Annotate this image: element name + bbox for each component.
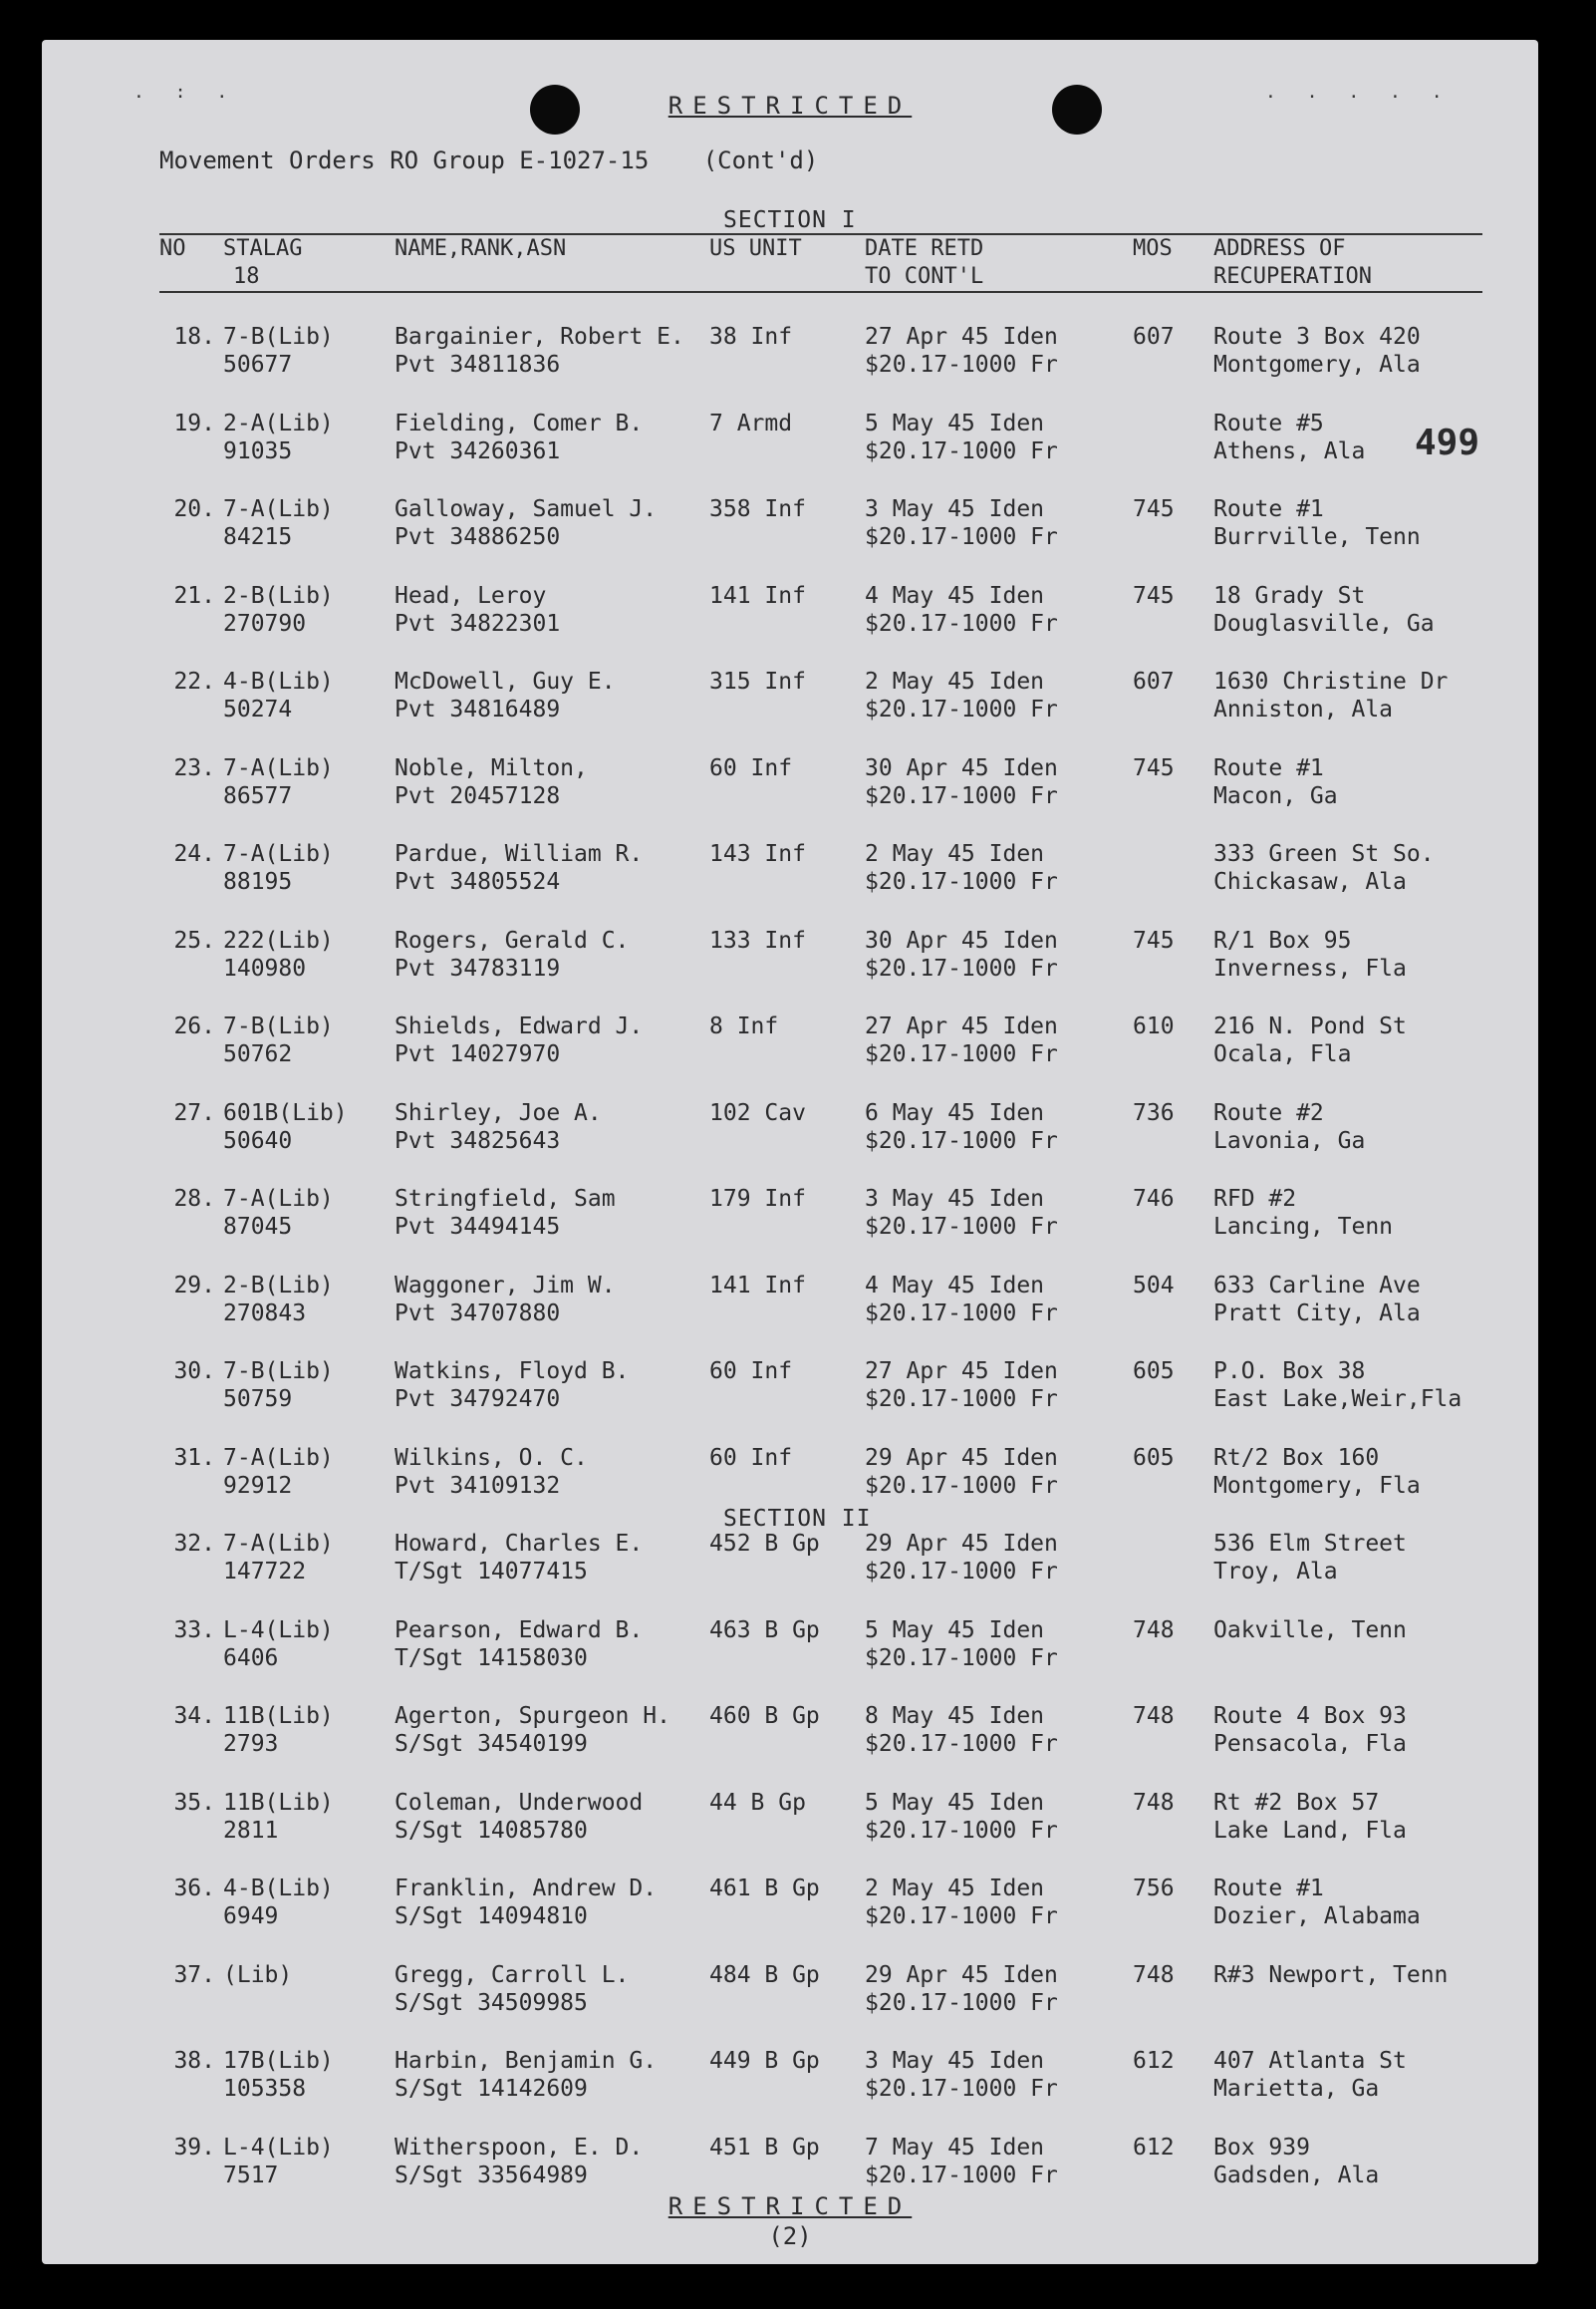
entry-address-line2: Montgomery, Fla (1213, 1472, 1421, 1499)
entry-address-line1: Route #1 (1213, 754, 1324, 781)
margin-marks-left: . : . (133, 82, 238, 103)
entry-date: 2 May 45 Iden (865, 669, 1045, 695)
entry-stalag: 4-B(Lib) (223, 1876, 334, 1901)
entry-date: 29 Apr 45 Iden (865, 1531, 1058, 1557)
entry-address-line1: RFD #2 (1213, 1186, 1297, 1212)
entry-address-line1: Route #1 (1213, 496, 1324, 522)
entry-pow-number: 6406 (223, 1644, 279, 1671)
entry-rank-asn: Pvt 34805524 (395, 869, 561, 895)
entry-name: Pearson, Edward B. (395, 1616, 644, 1643)
entry-pay: $20.17-1000 Fr (865, 1127, 1058, 1154)
entry-address-line1: 333 Green St So. (1213, 841, 1435, 867)
table-row (42, 1357, 1538, 1417)
document-header (159, 146, 818, 174)
entry-name: Gregg, Carroll L. (395, 1961, 630, 1988)
entry-address-line2: Dozier, Alabama (1213, 1903, 1421, 1929)
entry-number: 32. (173, 1531, 215, 1557)
entry-stalag: 7-A(Lib) (223, 496, 334, 522)
entry-unit: 461 B Gp (709, 1876, 820, 1901)
entry-unit: 315 Inf (709, 669, 806, 695)
entry-date: 3 May 45 Iden (865, 496, 1045, 522)
entry-pow-number: 50677 (223, 352, 293, 378)
entry-pay: $20.17-1000 Fr (865, 1041, 1058, 1067)
entry-stalag: (Lib) (223, 1961, 293, 1988)
entry-number: 24. (173, 841, 215, 867)
entry-date: 3 May 45 Iden (865, 1186, 1045, 1212)
entry-name: Wilkins, O. C. (395, 1444, 588, 1471)
entry-rank-asn: Pvt 20457128 (395, 782, 561, 809)
document-page (42, 40, 1538, 2264)
entry-pow-number: 7517 (223, 2162, 279, 2188)
entry-address-line1: Box 939 (1213, 2134, 1310, 2161)
entry-rank-asn: S/Sgt 33564989 (395, 2162, 588, 2188)
entry-name: Bargainier, Robert E. (395, 324, 684, 350)
entry-rank-asn: Pvt 34109132 (395, 1472, 561, 1499)
entry-rank-asn: S/Sgt 34509985 (395, 1989, 588, 2016)
entry-address-line1: 1630 Christine Dr (1213, 669, 1449, 695)
col-unit: US UNIT (709, 236, 802, 261)
entry-mos: 736 (1133, 1099, 1175, 1126)
entry-rank-asn: Pvt 34886250 (395, 524, 561, 550)
table-row (42, 495, 1538, 555)
table-row (42, 1099, 1538, 1159)
entry-pow-number: 2811 (223, 1817, 279, 1844)
entry-pow-number: 270843 (223, 1299, 307, 1326)
entry-pow-number: 50640 (223, 1127, 293, 1154)
entry-unit: 7 Armd (709, 410, 793, 436)
entry-date: 5 May 45 Iden (865, 1616, 1045, 1643)
entry-date: 8 May 45 Iden (865, 1703, 1045, 1729)
entry-address-line2: Pratt City, Ala (1213, 1299, 1421, 1326)
entry-address-line2: Athens, Ala (1213, 437, 1366, 464)
entry-address-line2: East Lake,Weir,Fla (1213, 1386, 1463, 1412)
entry-number: 26. (173, 1013, 215, 1039)
entry-pow-number: 86577 (223, 782, 293, 809)
entry-date: 3 May 45 Iden (865, 2048, 1045, 2074)
entry-stalag: 7-B(Lib) (223, 324, 334, 350)
entry-mos: 748 (1133, 1789, 1175, 1816)
entry-stalag: 2-A(Lib) (223, 410, 334, 436)
entry-date: 5 May 45 Iden (865, 1789, 1045, 1816)
entry-name: Coleman, Underwood (395, 1789, 644, 1816)
entry-unit: 358 Inf (709, 496, 806, 522)
entry-address-line1: P.O. Box 38 (1213, 1358, 1366, 1384)
entry-name: Waggoner, Jim W. (395, 1272, 616, 1299)
entry-mos: 746 (1133, 1186, 1175, 1212)
entry-rank-asn: S/Sgt 14085780 (395, 1817, 588, 1844)
entry-stalag: 7-A(Lib) (223, 1444, 334, 1471)
entry-mos: 748 (1133, 1616, 1175, 1643)
entry-name: Shirley, Joe A. (395, 1099, 602, 1126)
entry-date: 4 May 45 Iden (865, 582, 1045, 609)
entry-address-line1: 18 Grady St (1213, 582, 1366, 609)
entry-number: 38. (173, 2048, 215, 2074)
col-stalag-line2: 18 (233, 264, 260, 289)
entry-name: Galloway, Samuel J. (395, 496, 658, 522)
entry-address-line1: 216 N. Pond St (1213, 1013, 1407, 1039)
entry-unit: 60 Inf (709, 1358, 793, 1384)
entry-rank-asn: T/Sgt 14158030 (395, 1644, 588, 1671)
entry-unit: 143 Inf (709, 841, 806, 867)
entry-mos: 745 (1133, 754, 1175, 781)
entry-number: 19. (173, 410, 215, 436)
entry-address-line2: Douglasville, Ga (1213, 610, 1435, 637)
entry-number: 39. (173, 2134, 215, 2161)
col-date (865, 235, 983, 291)
entry-unit: 60 Inf (709, 754, 793, 781)
table-row (42, 1272, 1538, 1331)
entry-address-line2: Chickasaw, Ala (1213, 869, 1407, 895)
table-row (42, 1789, 1538, 1849)
section-one-title: SECTION I (723, 207, 857, 233)
entry-name: Pardue, William R. (395, 841, 644, 867)
entry-pay: $20.17-1000 Fr (865, 1817, 1058, 1844)
entry-unit: 8 Inf (709, 1013, 779, 1039)
entry-address-line2: Burrville, Tenn (1213, 524, 1421, 550)
entry-stalag: 7-B(Lib) (223, 1013, 334, 1039)
entry-address-line2: Ocala, Fla (1213, 1041, 1352, 1067)
entry-name: Watkins, Floyd B. (395, 1358, 630, 1384)
entry-number: 33. (173, 1616, 215, 1643)
entry-stalag: 4-B(Lib) (223, 669, 334, 695)
entry-date: 30 Apr 45 Iden (865, 927, 1058, 954)
entry-mos: 605 (1133, 1444, 1175, 1471)
entry-date: 6 May 45 Iden (865, 1099, 1045, 1126)
col-stalag (223, 235, 302, 291)
entry-pow-number: 147722 (223, 1559, 307, 1585)
entry-unit: 463 B Gp (709, 1616, 820, 1643)
entry-address-line1: 407 Atlanta St (1213, 2048, 1407, 2074)
entry-mos: 748 (1133, 1961, 1175, 1988)
entry-name: Stringfield, Sam (395, 1186, 616, 1212)
entry-pay: $20.17-1000 Fr (865, 1903, 1058, 1929)
entry-number: 37. (173, 1961, 215, 1988)
entry-number: 22. (173, 669, 215, 695)
entry-date: 30 Apr 45 Iden (865, 754, 1058, 781)
table-row (42, 1012, 1538, 1072)
entry-name: Noble, Milton, (395, 754, 588, 781)
entry-unit: 484 B Gp (709, 1961, 820, 1988)
entry-unit: 133 Inf (709, 927, 806, 954)
entry-address-line2: Lancing, Tenn (1213, 1214, 1394, 1240)
entry-stalag: 7-A(Lib) (223, 841, 334, 867)
entry-pay: $20.17-1000 Fr (865, 782, 1058, 809)
entry-address-line1: Route #5 (1213, 410, 1324, 436)
col-address-line1: ADDRESS OF (1213, 236, 1346, 261)
entry-pow-number: 50759 (223, 1386, 293, 1412)
entry-pay: $20.17-1000 Fr (865, 1386, 1058, 1412)
entry-address-line1: R#3 Newport, Tenn (1213, 1961, 1449, 1988)
entry-unit: 451 B Gp (709, 2134, 820, 2161)
entry-number: 34. (173, 1703, 215, 1729)
entry-mos: 745 (1133, 582, 1175, 609)
entry-address-line2: Macon, Ga (1213, 782, 1338, 809)
table-row (42, 1702, 1538, 1762)
entry-pay: $20.17-1000 Fr (865, 437, 1058, 464)
entry-unit: 102 Cav (709, 1099, 806, 1126)
entry-pay: $20.17-1000 Fr (865, 1559, 1058, 1585)
entry-address-line2: Lake Land, Fla (1213, 1817, 1407, 1844)
entry-address-line2: Pensacola, Fla (1213, 1731, 1407, 1757)
entry-date: 27 Apr 45 Iden (865, 1013, 1058, 1039)
table-row (42, 1185, 1538, 1245)
table-row (42, 582, 1538, 642)
entry-unit: 452 B Gp (709, 1531, 820, 1557)
table-row (42, 410, 1538, 469)
entry-rank-asn: Pvt 34792470 (395, 1386, 561, 1412)
entry-rank-asn: S/Sgt 34540199 (395, 1731, 588, 1757)
entry-rank-asn: S/Sgt 14094810 (395, 1903, 588, 1929)
entry-date: 29 Apr 45 Iden (865, 1961, 1058, 1988)
table-row (42, 754, 1538, 814)
entry-number: 25. (173, 927, 215, 954)
classification-top: RESTRICTED (667, 92, 913, 120)
entry-number: 31. (173, 1444, 215, 1471)
entry-date: 5 May 45 Iden (865, 410, 1045, 436)
table-row (42, 323, 1538, 383)
entry-mos: 504 (1133, 1272, 1175, 1299)
entry-name: Head, Leroy (395, 582, 547, 609)
entry-pow-number: 91035 (223, 437, 293, 464)
entry-name: Franklin, Andrew D. (395, 1876, 658, 1901)
entry-mos: 748 (1133, 1703, 1175, 1729)
table-row (42, 1875, 1538, 1934)
entry-date: 2 May 45 Iden (865, 1876, 1045, 1901)
entry-address-line1: R/1 Box 95 (1213, 927, 1352, 954)
col-no: NO (159, 236, 186, 261)
entry-number: 30. (173, 1358, 215, 1384)
entry-address-line2: Anniston, Ala (1213, 697, 1394, 722)
entry-stalag: 7-A(Lib) (223, 754, 334, 781)
entry-rank-asn: Pvt 34822301 (395, 610, 561, 637)
entry-pow-number: 88195 (223, 869, 293, 895)
entry-address-line2: Marietta, Ga (1213, 2076, 1380, 2102)
entry-pay: $20.17-1000 Fr (865, 610, 1058, 637)
entry-pay: $20.17-1000 Fr (865, 1214, 1058, 1240)
col-mos: MOS (1133, 236, 1173, 261)
entry-pay: $20.17-1000 Fr (865, 352, 1058, 378)
document-title: Movement Orders RO Group E-1027-15 (159, 146, 650, 174)
entry-name: McDowell, Guy E. (395, 669, 616, 695)
entry-stalag: L-4(Lib) (223, 1616, 334, 1643)
entry-pay: $20.17-1000 Fr (865, 1299, 1058, 1326)
entry-pay: $20.17-1000 Fr (865, 1644, 1058, 1671)
entry-date: 4 May 45 Iden (865, 1272, 1045, 1299)
entry-pay: $20.17-1000 Fr (865, 1731, 1058, 1757)
col-date-line1: DATE RETD (865, 236, 984, 261)
col-name: NAME,RANK,ASN (395, 236, 567, 261)
col-stalag-line1: STALAG (223, 236, 303, 261)
entry-stalag: 222(Lib) (223, 927, 334, 954)
entry-mos: 612 (1133, 2048, 1175, 2074)
entry-stalag: 2-B(Lib) (223, 582, 334, 609)
entry-rank-asn: Pvt 14027970 (395, 1041, 561, 1067)
entry-address-line1: Route #1 (1213, 1876, 1324, 1901)
entry-unit: 141 Inf (709, 582, 806, 609)
entry-stalag: L-4(Lib) (223, 2134, 334, 2161)
col-address (1213, 235, 1372, 291)
table-row (42, 1530, 1538, 1589)
entry-pow-number: 50762 (223, 1041, 293, 1067)
entry-rank-asn: S/Sgt 14142609 (395, 2076, 588, 2102)
entry-pow-number: 270790 (223, 610, 307, 637)
entry-mos: 607 (1133, 669, 1175, 695)
table-row (42, 1961, 1538, 2021)
entry-stalag: 7-B(Lib) (223, 1358, 334, 1384)
entry-date: 29 Apr 45 Iden (865, 1444, 1058, 1471)
entry-stalag: 17B(Lib) (223, 2048, 334, 2074)
entry-number: 35. (173, 1789, 215, 1816)
entry-stalag: 601B(Lib) (223, 1099, 348, 1126)
table-row (42, 668, 1538, 727)
entry-stalag: 7-A(Lib) (223, 1531, 334, 1557)
entry-address-line1: 633 Carline Ave (1213, 1272, 1421, 1299)
entry-stalag: 11B(Lib) (223, 1703, 334, 1729)
table-row (42, 840, 1538, 900)
entry-rank-asn: Pvt 34816489 (395, 697, 561, 722)
entry-rank-asn: Pvt 34494145 (395, 1214, 561, 1240)
handwritten-number: 499 (1415, 423, 1480, 463)
entry-mos: 745 (1133, 927, 1175, 954)
entry-pow-number: 87045 (223, 1214, 293, 1240)
entry-pow-number: 84215 (223, 524, 293, 550)
entry-address-line1: Oakville, Tenn (1213, 1616, 1407, 1643)
entry-address-line2: Gadsden, Ala (1213, 2162, 1380, 2188)
classification-bottom: RESTRICTED (667, 2192, 913, 2220)
contd-label: (Cont'd) (702, 146, 819, 174)
page-number: (2) (768, 2222, 812, 2250)
table-row (42, 2047, 1538, 2107)
entry-mos: 610 (1133, 1013, 1175, 1039)
entry-date: 27 Apr 45 Iden (865, 324, 1058, 350)
entry-address-line2: Lavonia, Ga (1213, 1127, 1366, 1154)
entry-pow-number: 92912 (223, 1472, 293, 1499)
entry-name: Howard, Charles E. (395, 1531, 644, 1557)
entry-mos: 756 (1133, 1876, 1175, 1901)
entry-mos: 745 (1133, 496, 1175, 522)
entry-number: 28. (173, 1186, 215, 1212)
table-row (42, 1444, 1538, 1504)
entry-pay: $20.17-1000 Fr (865, 1989, 1058, 2016)
entry-rank-asn: Pvt 34783119 (395, 955, 561, 982)
entry-number: 23. (173, 754, 215, 781)
entry-address-line1: Route 4 Box 93 (1213, 1703, 1407, 1729)
entry-pow-number: 140980 (223, 955, 307, 982)
entry-number: 18. (173, 324, 215, 350)
entry-unit: 60 Inf (709, 1444, 793, 1471)
entry-name: Witherspoon, E. D. (395, 2134, 644, 2161)
entry-pay: $20.17-1000 Fr (865, 2076, 1058, 2102)
entry-number: 20. (173, 496, 215, 522)
entry-number: 36. (173, 1876, 215, 1901)
entry-unit: 38 Inf (709, 324, 793, 350)
entry-pow-number: 50274 (223, 697, 293, 722)
entry-number: 29. (173, 1272, 215, 1299)
entry-pay: $20.17-1000 Fr (865, 2162, 1058, 2188)
header-rule-bottom (159, 291, 1482, 293)
entry-date: 7 May 45 Iden (865, 2134, 1045, 2161)
entry-mos: 605 (1133, 1358, 1175, 1384)
entry-address-line1: Rt/2 Box 160 (1213, 1444, 1380, 1471)
entry-rank-asn: T/Sgt 14077415 (395, 1559, 588, 1585)
entry-address-line2: Troy, Ala (1213, 1559, 1338, 1585)
entry-pow-number: 2793 (223, 1731, 279, 1757)
entry-date: 27 Apr 45 Iden (865, 1358, 1058, 1384)
entry-unit: 141 Inf (709, 1272, 806, 1299)
entry-name: Fielding, Comer B. (395, 410, 644, 436)
entry-pay: $20.17-1000 Fr (865, 524, 1058, 550)
entry-rank-asn: Pvt 34260361 (395, 437, 561, 464)
entry-pow-number: 6949 (223, 1903, 279, 1929)
entry-pay: $20.17-1000 Fr (865, 1472, 1058, 1499)
entry-address-line1: Rt #2 Box 57 (1213, 1789, 1380, 1816)
entry-pay: $20.17-1000 Fr (865, 697, 1058, 722)
col-date-line2: TO CONT'L (865, 264, 984, 289)
entry-date: 2 May 45 Iden (865, 841, 1045, 867)
entry-stalag: 11B(Lib) (223, 1789, 334, 1816)
table-row (42, 2134, 1538, 2193)
entry-unit: 179 Inf (709, 1186, 806, 1212)
entry-unit: 449 B Gp (709, 2048, 820, 2074)
entry-unit: 460 B Gp (709, 1703, 820, 1729)
entry-mos: 607 (1133, 324, 1175, 350)
entry-address-line2: Montgomery, Ala (1213, 352, 1421, 378)
table-row (42, 1616, 1538, 1676)
entry-name: Harbin, Benjamin G. (395, 2048, 658, 2074)
entry-rank-asn: Pvt 34825643 (395, 1127, 561, 1154)
entry-address-line1: 536 Elm Street (1213, 1531, 1407, 1557)
section-two-title: SECTION II (723, 1506, 872, 1532)
entry-pay: $20.17-1000 Fr (865, 869, 1058, 895)
table-row (42, 927, 1538, 987)
entry-number: 21. (173, 582, 215, 609)
entry-name: Rogers, Gerald C. (395, 927, 630, 954)
entry-address-line1: Route 3 Box 420 (1213, 324, 1421, 350)
entry-pay: $20.17-1000 Fr (865, 955, 1058, 982)
entry-name: Agerton, Spurgeon H. (395, 1703, 670, 1729)
entry-mos: 612 (1133, 2134, 1175, 2161)
entry-number: 27. (173, 1099, 215, 1126)
entry-stalag: 2-B(Lib) (223, 1272, 334, 1299)
entry-rank-asn: Pvt 34811836 (395, 352, 561, 378)
entry-rank-asn: Pvt 34707880 (395, 1299, 561, 1326)
entry-unit: 44 B Gp (709, 1789, 806, 1816)
entry-address-line1: Route #2 (1213, 1099, 1324, 1126)
entry-address-line2: Inverness, Fla (1213, 955, 1407, 982)
entry-stalag: 7-A(Lib) (223, 1186, 334, 1212)
entry-pow-number: 105358 (223, 2076, 307, 2102)
col-address-line2: RECUPERATION (1213, 264, 1372, 289)
margin-marks-right: . . . . . (1265, 82, 1453, 103)
entry-name: Shields, Edward J. (395, 1013, 644, 1039)
